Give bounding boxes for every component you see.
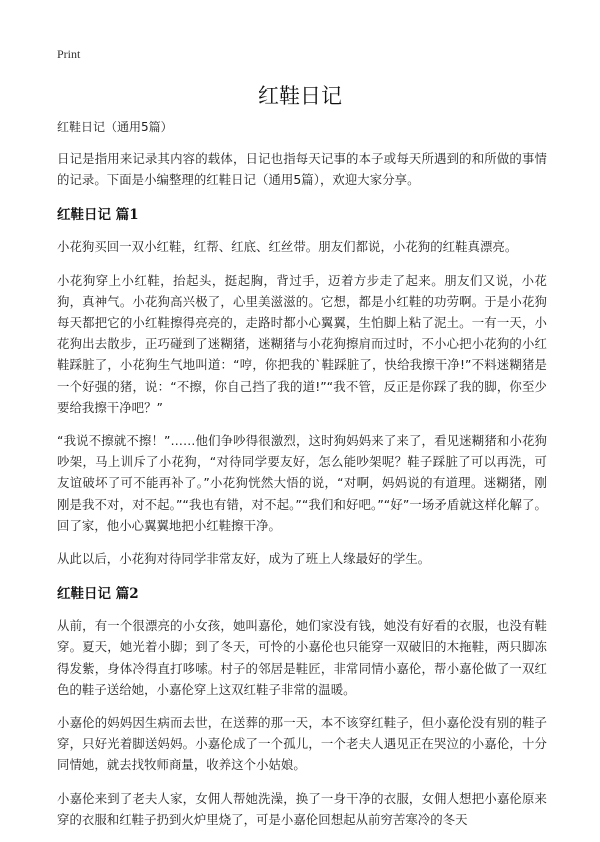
paragraph: 从前，有一个很漂亮的小女孩，她叫嘉伦，她们家没有钱，她没有好看的衣服，也没有鞋穿。夏天，她光着小脚；到了冬天，可怜的小嘉伦也只能穿一双破旧的木拖鞋，两只脚冻得发紫，身体冷得直打哆嗦。村子的邻居是鞋匠，非常同情小嘉伦，帮小嘉伦做了一双红色的鞋子送给她，小嘉伦穿上这双红鞋子非常的温暖。 bbox=[57, 618, 547, 697]
article-body bbox=[57, 116, 547, 842]
paragraph: 小花狗买回一双小红鞋，红帮、红底、红丝带。朋友们都说，小花狗的红鞋真漂亮。 bbox=[57, 239, 518, 255]
print-link[interactable]: Print bbox=[57, 47, 81, 61]
section-heading-2: 红鞋日记 篇2 bbox=[57, 586, 139, 603]
paragraph: 从此以后，小花狗对待同学非常友好，成为了班上人缘最好的学生。 bbox=[57, 551, 431, 567]
page-title: 红鞋日记 bbox=[258, 84, 342, 108]
paragraph: 小嘉伦的妈妈因生病而去世，在送葬的那一天，本不该穿红鞋子，但小嘉伦没有别的鞋子穿，只好光着脚送妈妈。小嘉伦成了一个孤儿，一个老夫人遇见正在哭泣的小嘉伦，十分同情她，就去找牧师商量，收养这个小姑娘。 bbox=[57, 715, 547, 773]
intro-paragraph: 日记是指用来记录其内容的载体，日记也指每天记事的本子或每天所遇到的和所做的事情的记录。下面是小编整理的红鞋日记（通用5篇），欢迎大家分享。 bbox=[57, 151, 547, 188]
paragraph: 小花狗穿上小红鞋，抬起头，挺起胸，背过手，迈着方步走了起来。朋友们又说，小花狗，真神气。小花狗高兴极了，心里美滋滋的。它想，都是小红鞋的功劳啊。于是小花狗每天都把它的小红鞋擦得亮亮的，走路时都小心翼翼，生怕脚上粘了泥土。一有一天，小花狗出去散步，正巧碰到了迷糊猪，迷糊猪与小花狗擦肩而过时，不小心把小花狗的小红鞋踩脏了，小花狗生气地叫道：“哼，你把我的`鞋踩脏了，快给我擦干净!”不料迷糊猪是一个好强的猪，说：“不擦，你自己挡了我的道!”“我不管，反正是你踩了我的脚，你至少要给我擦干净吧？” bbox=[57, 272, 547, 415]
article-subtitle: 红鞋日记（通用5篇） bbox=[57, 120, 173, 134]
paragraph: “我说不擦就不擦！”……他们争吵得很激烈，这时狗妈妈来了来了，看见迷糊猪和小花狗吵架，马上训斥了小花狗，“对待同学要友好，怎么能吵架呢？鞋子踩脏了可以再洗，可友谊破坏了可不能再补了。”小花狗恍然大悟的说，“对啊，妈妈说的有道理。迷糊猪，刚刚是我不对，对不起。”“我也有错，对不起。”“我们和好吧。”“好”一场矛盾就这样化解了。回了家，他小心翼翼地把小红鞋擦干净。 bbox=[57, 433, 547, 533]
paragraph: 小嘉伦来到了老夫人家，女佣人帮她洗澡，换了一身干净的衣服，女佣人想把小嘉伦原来穿的衣服和红鞋子扔到火炉里烧了，可是小嘉伦回想起从前穷苦寒冷的冬天 bbox=[57, 790, 547, 827]
section-heading-1: 红鞋日记 篇1 bbox=[57, 207, 139, 224]
